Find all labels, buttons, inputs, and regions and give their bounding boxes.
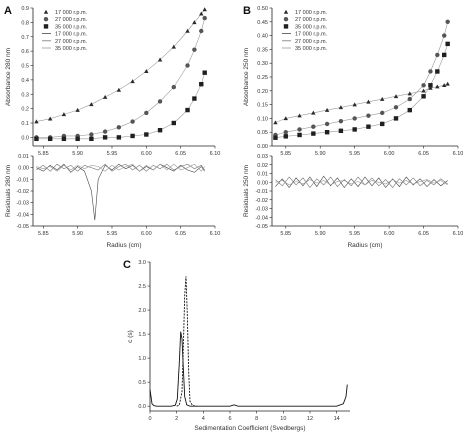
x-tick-label-a: 5.85 [37,151,49,157]
y-tick-label-b: 0.00 [257,144,268,150]
plots-layer [5,6,463,432]
legend-label-a: 35 000 r.p.m. [55,46,88,52]
y-tick-label-c: 2.0 [138,308,146,315]
data-point-b-1 [311,124,315,128]
data-point-a-0 [103,95,107,99]
y-tick-label-b: 0.05 [257,130,268,137]
data-point-b-2 [284,134,288,138]
y-tick-label-a-residuals: 0.00 [18,165,29,172]
data-point-b-2 [435,69,439,73]
y-tick-label-a-residuals: -0.02 [16,189,29,195]
y-tick-label-b-residuals: 0.03 [257,154,268,160]
x-tick-label-b-residuals: 5.95 [349,231,361,237]
data-point-b-1 [380,111,384,115]
y-tick-label-c: 1.5 [138,332,146,339]
fit-line-b-2 [275,44,447,138]
x-tick-label-b-residuals: 6.05 [418,231,429,237]
data-point-a-2 [192,96,196,100]
data-point-b-1 [442,33,446,37]
x-tick-label-a: 6.00 [140,151,152,157]
x-tick-label-b: 6.00 [383,151,395,157]
data-point-a-1 [185,63,189,67]
x-tick-label-a-residuals: 6.05 [175,231,187,237]
legend-label-a: 17 000 r.p.m. [55,10,88,16]
y-tick-label-b: 0.30 [257,61,268,68]
data-point-a-1 [172,85,176,89]
x-tick-label-a-residuals: 5.85 [37,231,49,237]
y-tick-label-c: 2.5 [138,284,146,291]
y-axis-label-c: c (s) [127,330,134,343]
data-point-a-1 [89,132,93,136]
data-point-a-2 [48,137,52,141]
x-tick-label-a: 6.10 [209,151,221,157]
x-tick-label-a-residuals: 6.00 [140,231,152,237]
y-tick-label-b: 0.50 [257,6,268,12]
x-tick-label-a: 5.90 [72,151,84,157]
y-tick-label-a: 0.8 [21,20,29,27]
data-point-b-1 [421,83,425,87]
data-point-a-1 [158,99,162,103]
x-axis-label-c: Sedimentation Coefficient (Svedbergs) [194,425,306,432]
legend-label-b: 35 000 r.p.m. [295,46,328,52]
x-tick-label-b: 5.90 [314,151,326,157]
x-tick-label-a: 6.05 [175,151,187,157]
y-tick-label-a: 0.4 [21,77,29,84]
data-point-a-2 [144,132,148,136]
legend-label-b: 35 000 r.p.m. [295,24,328,31]
data-point-b-2 [311,131,315,135]
series-line-b-residuals-0 [275,176,447,187]
data-point-b-2 [428,83,432,87]
x-tick-label-c: 6 [228,416,232,422]
y-tick-label-b: 0.15 [257,102,268,109]
y-tick-label-b-residuals: -0.01 [255,189,268,195]
y-tick-label-c: 0.0 [138,404,146,411]
x-tick-label-b: 5.85 [280,151,292,157]
x-tick-label-b: 5.95 [349,151,361,157]
data-point-b-2 [339,129,343,133]
data-point-a-2 [62,137,66,141]
x-tick-label-b-residuals: 6.10 [452,231,464,237]
y-tick-label-a: 0.1 [21,121,29,127]
y-tick-label-c: 1.0 [138,356,146,363]
data-point-b-2 [408,108,412,112]
data-point-a-2 [89,137,93,141]
y-tick-label-a: 0.3 [21,92,29,99]
legend-marker-a [44,24,48,28]
legend-marker-b [284,24,288,28]
data-point-b-1 [394,105,398,109]
y-tick-label-a: 0.9 [21,6,29,12]
y-tick-label-c: 3.0 [138,260,146,266]
x-tick-label-c: 0 [148,416,152,422]
panel-label-a: A [4,5,12,17]
legend-marker-a [44,17,48,21]
data-point-a-0 [117,88,121,92]
y-axis-label-a: Absorbance 280 nm [5,47,12,107]
x-tick-label-a-residuals: 6.10 [209,231,221,237]
data-point-a-1 [117,125,121,129]
legend-label-b: 17 000 r.p.m. [295,31,328,38]
data-point-a-2 [75,137,79,141]
legend-label-a: 27 000 r.p.m. [55,17,88,24]
data-point-a-2 [103,135,107,139]
y-axis-label-b: Absorbance 250 nm [243,47,250,107]
y-tick-label-b-residuals: 0.01 [257,171,268,178]
data-point-b-1 [435,53,439,57]
data-point-b-2 [394,116,398,120]
data-point-b-2 [325,130,329,134]
data-point-b-2 [442,53,446,57]
legend-label-b: 27 000 r.p.m. [295,38,328,45]
y-tick-label-a-residuals: -0.04 [16,212,29,219]
data-point-a-2 [185,108,189,112]
data-point-b-2 [352,127,356,131]
data-point-b-0 [273,120,277,124]
y-tick-label-a: 0.6 [21,49,29,56]
series-line-c-0 [150,332,347,407]
series-line-c-1 [177,276,197,406]
data-point-a-2 [158,128,162,132]
legend-label-a: 17 000 r.p.m. [55,31,88,38]
y-tick-label-a: 0.2 [21,106,29,113]
legend-label-a: 27 000 r.p.m. [55,38,88,45]
x-tick-label-b-residuals: 6.00 [383,231,395,237]
data-point-a-1 [192,47,196,51]
x-axis-label-b-residuals: Radius (cm) [347,242,383,249]
fit-line-a-2 [36,73,204,139]
data-point-b-1 [352,116,356,120]
y-tick-label-b: 0.10 [257,116,268,123]
data-point-a-1 [202,16,206,20]
data-point-a-1 [103,129,107,133]
data-point-a-0 [202,7,206,11]
x-tick-label-a: 5.95 [106,151,118,157]
legend-marker-b [284,17,288,21]
data-point-b-1 [445,20,449,24]
data-point-a-0 [75,108,79,112]
data-point-b-1 [366,113,370,117]
data-point-a-2 [172,121,176,125]
data-point-b-2 [380,122,384,126]
y-tick-label-a-residuals: 0.01 [18,154,29,160]
data-point-a-1 [199,29,203,33]
data-point-b-2 [366,124,370,128]
x-tick-label-c: 4 [201,416,205,422]
data-point-a-0 [130,79,134,83]
data-point-a-2 [34,137,38,141]
x-tick-label-a-residuals: 5.95 [106,231,118,237]
y-axis-label-b-residuals: Residuals 250 nm [243,164,250,218]
x-tick-label-b-residuals: 5.90 [314,231,326,237]
data-point-b-0 [421,89,425,93]
legend-marker-a [44,10,48,14]
data-point-b-0 [442,83,446,87]
y-tick-label-b-residuals: -0.03 [255,206,268,213]
y-tick-label-a-residuals: -0.03 [16,200,29,207]
y-tick-label-b-residuals: -0.04 [255,215,268,222]
y-tick-label-b-residuals: -0.05 [255,224,268,230]
y-tick-label-b-residuals: -0.02 [255,197,268,204]
x-tick-label-c: 2 [175,416,179,422]
legend-label-b: 17 000 r.p.m. [295,10,328,16]
data-point-a-2 [199,82,203,86]
y-tick-label-a: 0.7 [21,34,29,41]
x-axis-label-a-residuals: Radius (cm) [106,242,142,249]
data-point-a-1 [144,111,148,115]
y-tick-label-b-residuals: 0.02 [257,162,268,169]
data-point-a-1 [130,119,134,123]
data-point-b-1 [284,130,288,134]
x-tick-label-c: 14 [333,416,340,422]
x-tick-label-c: 12 [306,416,314,422]
y-tick-label-b: 0.40 [257,33,268,40]
y-tick-label-b: 0.20 [257,88,268,95]
data-point-a-0 [89,102,93,106]
data-point-b-2 [297,133,301,137]
y-tick-label-a: 0.5 [21,63,29,70]
data-point-a-2 [117,135,121,139]
y-tick-label-b: 0.35 [257,47,268,54]
y-tick-label-a: 0.0 [21,135,29,142]
data-point-b-1 [297,127,301,131]
data-point-a-2 [130,134,134,138]
data-point-b-0 [445,82,449,86]
data-point-b-1 [408,97,412,101]
y-tick-label-b-residuals: 0.00 [257,180,268,187]
legend-label-b: 27 000 r.p.m. [295,17,328,24]
data-point-b-1 [325,122,329,126]
data-point-b-1 [339,119,343,123]
legend-label-a: 35 000 r.p.m. [55,24,88,31]
x-tick-label-b: 6.05 [418,151,429,157]
y-axis-label-a-residuals: Residuals 280 nm [5,164,12,218]
data-point-a-2 [202,70,206,74]
x-tick-label-c: 8 [255,416,259,422]
y-tick-label-a-residuals: -0.01 [16,177,29,184]
x-tick-label-a-residuals: 5.90 [72,231,84,237]
series-line-a-residuals-0 [36,164,204,220]
panel-label-b: B [243,5,251,17]
legend-marker-b [284,10,288,14]
y-tick-label-b: 0.25 [257,75,268,81]
data-point-b-2 [421,94,425,98]
x-tick-label-b: 6.10 [452,151,464,157]
x-tick-label-b-residuals: 5.85 [280,231,292,237]
y-tick-label-b: 0.45 [257,19,268,26]
y-tick-label-c: 0.5 [138,380,146,387]
data-point-b-2 [445,42,449,46]
panel-label-c: C [123,259,131,271]
data-point-b-1 [428,69,432,73]
data-point-b-2 [273,136,277,140]
x-tick-label-c: 10 [280,416,287,422]
y-tick-label-a-residuals: -0.05 [16,224,29,230]
